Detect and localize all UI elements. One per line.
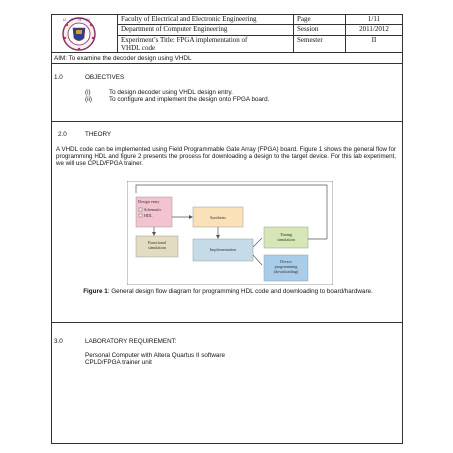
functional-label-1: Functional [148,240,166,245]
lab-requirement-heading: LABORATORY REQUIREMENT: [85,338,177,345]
theory-heading: THEORY [85,131,112,138]
timing-label-2: simulation [277,237,295,242]
objective-text-1: To design decoder using VHDL design entry. [109,89,233,96]
functional-label-2: simulation [148,245,166,250]
header-row-department [118,25,402,36]
design-flow-diagram [127,181,333,285]
semester-value: II [371,36,377,44]
logo-text: U T H M [63,17,92,22]
session-label: Session [294,25,346,35]
synthesis-label: Synthesis [209,215,227,220]
theory-paragraph: A VHDL code can be implemented using Field Programmable Gate Array (FPGA) board. Figure 1 shows the general flow for programming HDL and figure 2 presents the process for downloading a design to the target device. For this lab experiment, we will use CPLD/FPGA trainer. [56,146,396,168]
schematic-checkbox-icon [139,208,142,211]
page-number: 1/11 [367,15,381,23]
document-page [51,14,403,444]
implementation-label: Implementation [209,247,237,252]
schematic-label: Schematic [144,207,162,212]
objective-num-2: (ii) [85,96,92,103]
objectives-heading: OBJECTIVES [85,74,125,81]
theory-number: 2.0 [58,131,67,138]
lab-requirement-item-1: Personal Computer with Altera Quartus II software [85,352,225,359]
device-label-3: (downloading) [273,269,299,274]
figure-label: Figure 1 [83,288,108,295]
lab-requirement-section [52,323,402,445]
device-label-1: Device [280,259,292,264]
figure-caption [70,288,386,295]
figure-caption-text: : General design flow diagram for programming HDL code and downloading to board/hardware. [107,288,373,295]
page-label: Page [294,15,346,24]
experiment-title: Experiment’s Title: FPGA implementation of VHDL code [118,36,294,52]
department-name: Department of Computer Engineering [118,25,294,35]
aim-section [52,53,402,64]
hdl-label: HDL [144,213,153,218]
aim-text: AIM: To examine the decoder design using VHDL [54,55,192,62]
university-logo [52,15,118,53]
objective-text-2: To configure and implement the design onto FPGA board. [109,96,270,103]
faculty-name: Faculty of Electrical and Electronic Engineering [118,15,294,24]
timing-label-1: Timing [279,232,293,237]
objectives-number: 1.0 [54,74,63,81]
lab-requirement-number: 3.0 [54,338,63,345]
objective-num-1: (i) [85,89,91,96]
document-header [52,15,402,53]
device-label-2: programming [274,264,298,269]
header-row-experiment [118,36,402,53]
semester-label: Semester [294,36,346,52]
session-value: 2011/2012 [359,25,389,33]
header-row-faculty [118,15,402,25]
lab-requirement-item-2: CPLD/FPGA trainer unit [85,359,152,366]
objectives-section [52,64,402,122]
design-entry-label: Design entry [138,199,160,204]
hdl-checkbox-icon [139,214,142,217]
